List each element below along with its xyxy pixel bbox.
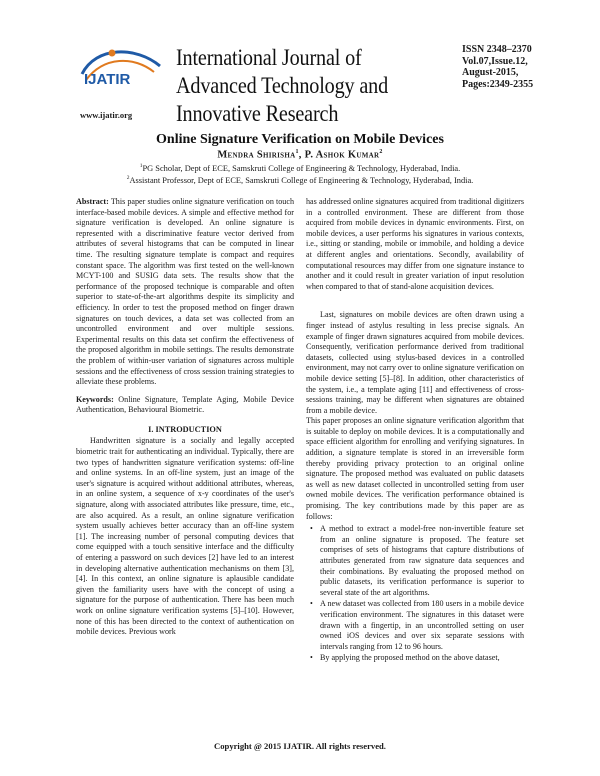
- aff2-text: Assistant Professor, Dept of ECE, Samskruti College of Engineering & Technology, Hyderabad, India.: [129, 175, 474, 185]
- keywords-text: Online Signature, Template Aging, Mobile Device Authentication, Behavioural Biometric.: [76, 394, 294, 415]
- author-1-sup: 1: [295, 149, 299, 155]
- author-line: [0, 149, 600, 161]
- logo-text: IJATIR: [84, 71, 131, 88]
- keywords-label: Keywords:: [76, 394, 114, 404]
- intro-paragraph-3: Last, signatures on mobile devices are often drawn using a finger instead of astylus resulting in less precise signals. An example of finger drawn signatures acquired from mobile devices. Consequently, verification performance derived from traditional datasets, collected using stylus-based devices in a controlled environment, may not carry over to online signature verification on mobile device setting [5]–[8]. In addition, other characteristics of the system, i.e., a template aging [11] and effectiveness of cross-sessions training, may be different when signatures are obtained from a mobile device.: [306, 310, 525, 415]
- left-column: [76, 197, 294, 638]
- issn-number: ISSN 2348–2370: [462, 44, 532, 55]
- ijatir-logo: [76, 44, 166, 94]
- intro-paragraph-1: Handwritten signature is a socially and legally accepted biometric trait for authenticating an individual. Typically, there are two types of handwritten signature verification systems: off-line and online systems. In an off-line system, just an image of the user's signature is acquired without additional attributes, whereas, in an online system, a sequence of x-y coordinates of the user's signature, along with associated attributes like pressure, time, etc., are also acquired. As a result, an online signature verification system usually achieves better accuracy than an off-line system [1]. The increasing number of personal computing devices that come equipped with a touch sensitive interface and the difficulty of entering a password on such devices [2] have led to an interest in developing alternative authentication mechanisms on them [3], [4]. In this context, an online signature is aplausible candidate given the familiarity users have with the concept of using a signature for the purpose of authentication. There has been much work on online signature verification systems [5]–[10]. However, none of this has been directed to the context of authentication on mobile devices. Previous work: [76, 436, 294, 637]
- affiliation-2: [0, 175, 600, 185]
- issn-block: [462, 44, 582, 91]
- bullet-icon: •: [310, 599, 313, 609]
- list-item-text: A new dataset was collected from 180 users in a mobile device verification environment. The signatures in this dataset were drawn with a fingertip, in an uncontrolled setting on user owned iOS devices and over six separate sessions with intervals ranging from 12 to 96 hours.: [320, 599, 524, 651]
- list-item: [310, 653, 524, 664]
- aff2-sup: 2: [126, 175, 130, 181]
- intro-paragraph-4: This paper proposes an online signature verification algorithm that is suitable to deploy on mobile devices. It is a computationally and space efficient algorithm for enrolling and verifying signatures. In addition, a signature template is stored in an irreversible form thereby providing privacy protection to an original online signature. The proposed method was evaluated on public datasets as well as new dataset collected in uncontrolled setting from user owned mobile devices. The verification performance obtained is promising. The key contributions made by this paper are as follows:: [306, 416, 524, 521]
- aff1-sup: 1: [139, 163, 143, 169]
- journal-title-line1: International Journal of: [176, 45, 362, 71]
- author-2: P. Ashok Kumar: [304, 149, 380, 161]
- bullet-icon: •: [310, 524, 313, 534]
- contributions-list: [306, 524, 524, 664]
- list-item: [310, 599, 524, 652]
- affiliation-1: [0, 163, 600, 173]
- bullet-icon: •: [310, 653, 313, 663]
- journal-website[interactable]: www.ijatir.org: [80, 110, 133, 120]
- list-item-text: A method to extract a model-free non-invertible feature set from an online signature is proposed. The feature set comprises of sets of histograms that capture distributions of attributes generated from raw signature data sequences and their combinations. By evaluating the proposed method on public datasets, its verification performance is superior to several state of the art algorithms.: [320, 524, 524, 597]
- journal-title-line2: Advanced Technology and Innovative Research: [176, 73, 389, 127]
- author-1: Mendra Shirisha: [217, 149, 296, 161]
- author-2-sup: 2: [379, 149, 383, 155]
- abstract: [76, 197, 294, 388]
- paper-title: Online Signature Verification on Mobile Devices: [156, 132, 444, 147]
- section-heading-introduction: I. INTRODUCTION: [148, 424, 222, 434]
- right-column: [306, 197, 524, 665]
- list-item: [310, 524, 524, 598]
- list-item-text: By applying the proposed method on the above dataset,: [320, 653, 500, 663]
- keywords: [76, 395, 294, 416]
- copyright-footer: Copyright @ 2015 IJATIR. All rights reserved.: [214, 741, 386, 751]
- volume-issue: Vol.07,Issue.12,: [462, 55, 528, 67]
- abstract-text: This paper studies online signature verification on touch interface-based mobile devices. A simple and effective method for signature verification is developed. An online signature is represented with a discriminative feature vector derived from attributes of several histograms that can be computed in linear time. The resulting signature template is compact and requires constant space. The algorithm was first tested on the well-known MCYT-100 and SUSIG data sets. The results show that the performance of the proposed technique is comparable and often superior to state-of-the-art algorithms despite its simplicity and efficiency. In order to test the proposed method on finger drawn signatures on touch devices, a data set was collected from an uncontrolled environment and over multiple sessions. Experimental results on this data set confirm the effectiveness of the proposed algorithm in mobile settings. The results demonstrate the problem of within-user variation of signatures across multiple sessions and the effectiveness of cross session training strategies to alleviate these problems.: [76, 197, 294, 387]
- issue-date: August-2015,: [462, 67, 519, 79]
- aff1-text: PG Scholar, Dept of ECE, Samskruti College of Engineering & Technology, Hyderabad, India.: [142, 163, 461, 173]
- page-range: Pages:2349-2355: [462, 79, 534, 91]
- journal-title: [176, 44, 425, 128]
- author-separator: ,: [298, 149, 305, 161]
- intro-paragraph-2: has addressed online signatures acquired from traditional digitizers in a controlled environment. These are different from those acquired from mobile devices in dynamic environments. First, on mobile devices, a user performs his signatures in various contexts, i.e., sitting or standing, mobile or immobile, and holding a device at different angles and orientations. Secondly, availability of computational resources may differ from one signature instance to another and it could result in greater variation of input resolution when compared to that of stand-alone acquisition devices.: [306, 197, 524, 291]
- abstract-label: Abstract:: [76, 197, 109, 206]
